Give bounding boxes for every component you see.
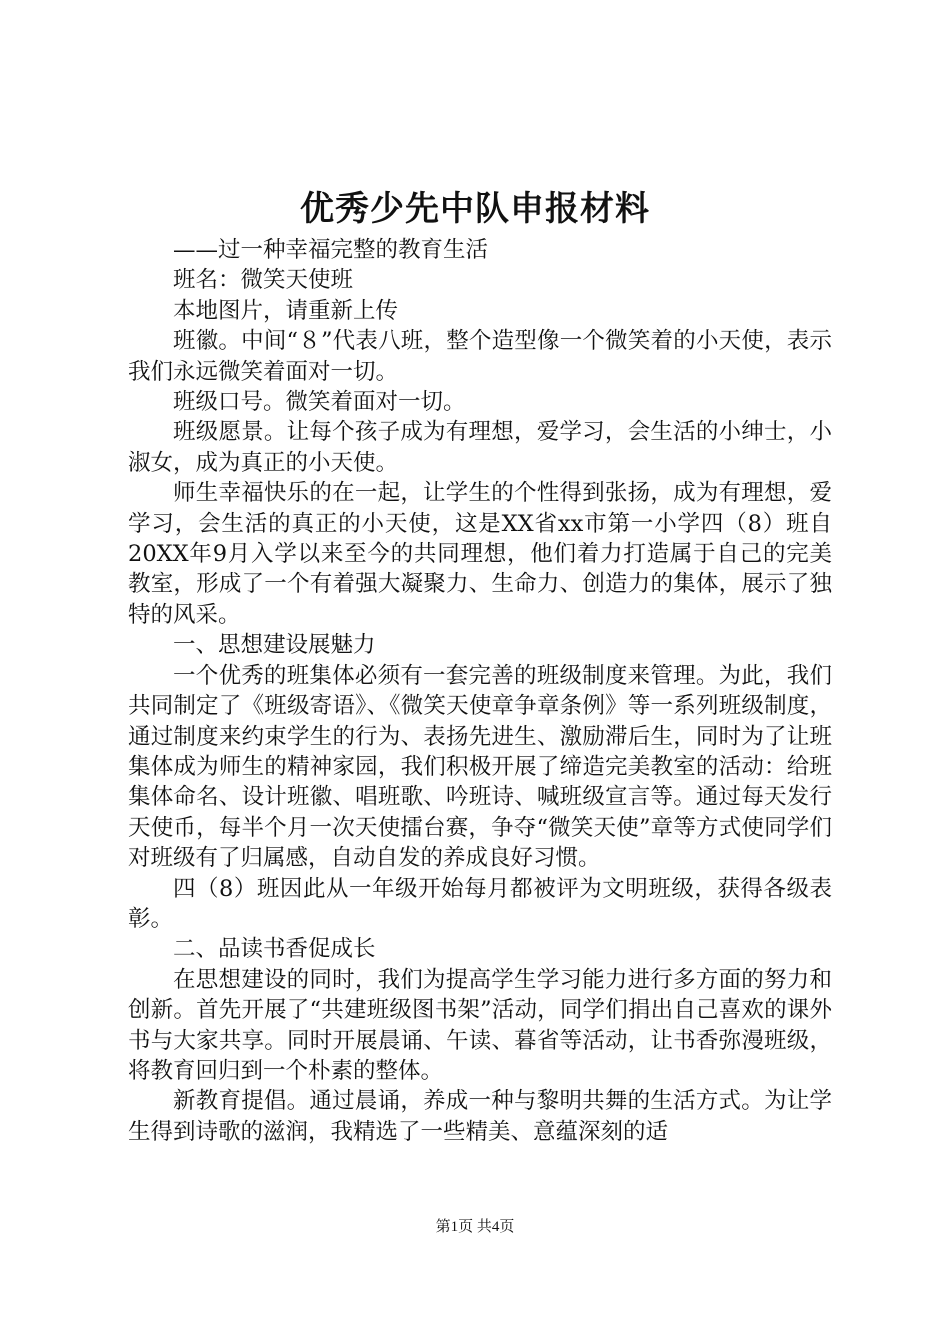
section-heading-1: 一、思想建设展魅力: [173, 632, 376, 659]
page-footer: 第1页 共4页: [435, 1219, 515, 1235]
image-placeholder-text: 本地图片，请重新上传: [173, 297, 399, 324]
document-title: 优秀少先中队申报材料: [300, 189, 650, 229]
section-2-paragraph: 在思想建设的同时，我们为提高学生学习能力进行多方面的努力和创新。首先开展了“共建班级图书架”活动，同学们捐出自己喜欢的课外书与大家共享。同时开展晨诵、午读、暮省等活动，让书香弥漫班级，将教育回归到一个朴素的整体。: [128, 966, 832, 1084]
class-vision-paragraph: 班级愿景。让每个孩子成为有理想，爱学习，会生活的小绅士，小淑女，成为真正的小天使。: [128, 419, 832, 476]
class-emblem-paragraph: 班徽。中间“８”代表八班，整个造型像一个微笑着的小天使，表示我们永远微笑着面对一切。: [128, 328, 832, 385]
section-1-paragraph: 一个优秀的班集体必须有一套完善的班级制度来管理。为此，我们共同制定了《班级寄语》、《微笑天使章争章条例》等一系列班级制度，通过制度来约束学生的行为、表扬先进生、激励滞后生，同时为了让班集体成为师生的精神家园，我们积极开展了缔造完美教室的活动：给班集体命名、设计班徽、唱班歌、吟班诗、喊班级宣言等。通过每天发行天使币，每半个月一次天使擂台赛，争夺“微笑天使”章等方式使同学们对班级有了归属感，自动自发的养成良好习惯。: [128, 662, 832, 872]
class-slogan-paragraph: 班级口号。微笑着面对一切。: [173, 389, 466, 416]
section-heading-2: 二、品读书香促成长: [173, 936, 376, 963]
class-name-paragraph: 班名：微笑天使班: [173, 267, 354, 294]
honor-paragraph: 四（8）班因此从一年级开始每月都被评为文明班级，获得各级表彰。: [128, 875, 832, 932]
morning-reading-paragraph: 新教育提倡。通过晨诵，养成一种与黎明共舞的生活方式。为让学生得到诗歌的滋润，我精选了一些精美、意蕴深刻的适: [128, 1088, 832, 1145]
document-body: [128, 235, 832, 1147]
intro-paragraph: 师生幸福快乐的在一起，让学生的个性得到张扬，成为有理想，爱学习，会生活的真正的小天使，这是XX省xx市第一小学四（8）班自20XX年9月入学以来至今的共同理想，他们着力打造属于自己的完美教室，形成了一个有着强大凝聚力、生命力、创造力的集体，展示了独特的风采。: [128, 480, 832, 628]
subtitle-paragraph: ——过一种幸福完整的教育生活: [173, 237, 489, 263]
